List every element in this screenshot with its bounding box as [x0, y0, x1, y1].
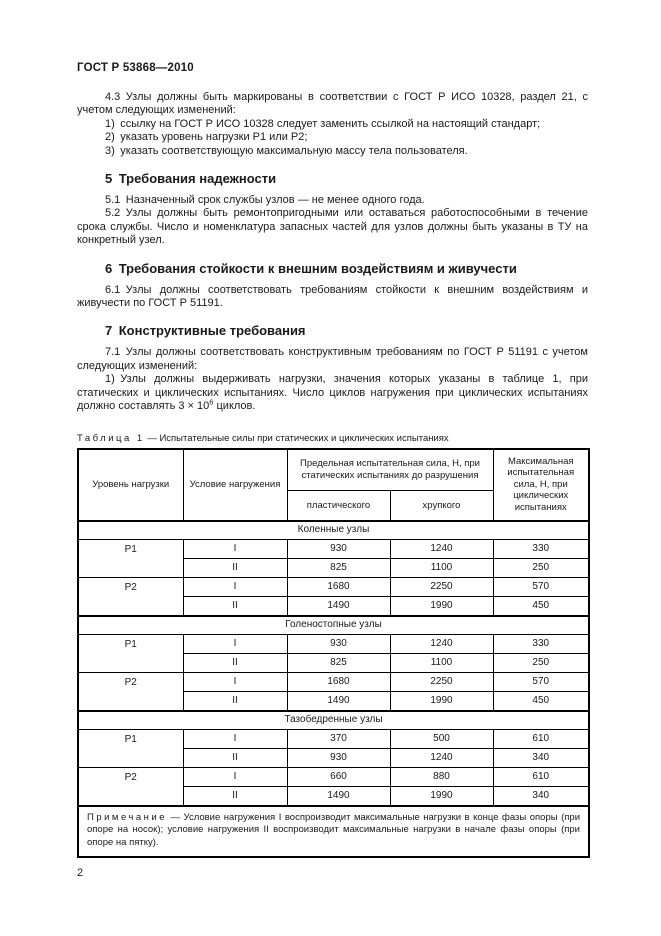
cell-load-level: Р1	[78, 540, 183, 578]
cell-cyclic: 610	[493, 730, 589, 749]
section-5-title: 5 Требования надежности	[105, 171, 277, 187]
cell-plastic: 660	[287, 768, 390, 787]
section-6-title: 6 Требования стойкости к внешним воздействиям и живучести	[105, 260, 517, 276]
cell-condition: II	[183, 749, 287, 768]
cell-brittle: 500	[390, 730, 493, 749]
list-item-4-3-3: 3) указать соответствующую максимальную массу тела пользователя.	[105, 144, 468, 157]
cell-brittle: 1990	[390, 597, 493, 616]
cell-plastic: 370	[287, 730, 390, 749]
cell-condition: I	[183, 768, 287, 787]
cell-plastic: 930	[287, 540, 390, 559]
cell-plastic: 1490	[287, 787, 390, 806]
para-5-1: 5.1 Назначенный срок службы узлов — не менее одного года.	[105, 194, 425, 207]
col-header-load-level: Уровень нагрузки	[78, 449, 183, 521]
col-header-load-condition: Условие нагружения	[183, 449, 287, 521]
table-data-row	[78, 730, 589, 749]
cell-brittle: 1100	[390, 559, 493, 578]
cell-condition: I	[183, 730, 287, 749]
table-note	[78, 806, 589, 858]
cell-plastic: 825	[287, 654, 390, 673]
para-7-1-item-1-tail: циклов.	[213, 400, 256, 413]
cell-brittle: 1240	[390, 635, 493, 654]
cell-condition: II	[183, 597, 287, 616]
table-section-row	[78, 711, 589, 730]
cell-cyclic: 330	[493, 540, 589, 559]
table-data-row	[78, 635, 589, 654]
col-header-plastic: пластического	[287, 491, 390, 521]
cell-cyclic: 340	[493, 749, 589, 768]
table-data-row	[78, 540, 589, 559]
section-7-title: 7 Конструктивные требования	[105, 323, 306, 339]
para-5-2: 5.2 Узлы должны быть ремонтопригодными или оставаться работоспособными в течение срока службы. Число и номенклатура запасных частей для узлов должны быть указаны в ТУ на конкретный узел.	[77, 207, 588, 247]
table-data-row	[78, 673, 589, 692]
cell-load-level: Р2	[78, 768, 183, 806]
list-item-4-3-1: 1) ссылку на ГОСТ Р ИСО 10328 следует заменить ссылкой на настоящий стандарт;	[105, 117, 541, 130]
cell-cyclic: 330	[493, 635, 589, 654]
cell-condition: II	[183, 692, 287, 711]
cell-load-level: Р1	[78, 730, 183, 768]
exponent: 6	[209, 397, 214, 407]
page-number: 2	[77, 867, 84, 879]
table-caption-text: — Испытательные силы при статических и циклических испытаниях	[147, 432, 449, 444]
cell-cyclic: 570	[493, 578, 589, 597]
table-section-title: Голеностопные узлы	[78, 616, 589, 635]
test-forces-table	[77, 448, 590, 859]
table-section-row	[78, 616, 589, 635]
cell-load-level: Р1	[78, 635, 183, 673]
cell-condition: I	[183, 673, 287, 692]
col-header-max-cyclic-force: Максимальная испытательная сила, Н, при циклических испытаниях	[493, 449, 589, 521]
cell-cyclic: 250	[493, 654, 589, 673]
para-4-3: 4.3 Узлы должны быть маркированы в соответствии с ГОСТ Р ИСО 10328, раздел 21, с учетом следующих изменений:	[77, 91, 588, 117]
cell-cyclic: 610	[493, 768, 589, 787]
cell-load-level: Р2	[78, 673, 183, 711]
cell-condition: I	[183, 578, 287, 597]
cell-brittle: 1990	[390, 692, 493, 711]
cell-brittle: 880	[390, 768, 493, 787]
document-header: ГОСТ Р 53868—2010	[77, 62, 194, 74]
table-footer	[78, 806, 589, 858]
cell-plastic: 825	[287, 559, 390, 578]
table-section-row	[78, 521, 589, 540]
cell-cyclic: 450	[493, 597, 589, 616]
para-7-1: 7.1 Узлы должны соответствовать конструктивным требованиям по ГОСТ Р 51191 с учетом следующих изменений:	[77, 346, 588, 372]
cell-cyclic: 450	[493, 692, 589, 711]
cell-plastic: 1490	[287, 692, 390, 711]
para-7-1-item-1-text: 1) Узлы должны выдерживать нагрузки, значения которых указаны в таблице 1, при статических и циклических испытаниях. Число циклов нагружения при циклических испытаниях должно составлять 3 × 10	[77, 373, 588, 413]
cell-condition: II	[183, 787, 287, 806]
cell-brittle: 2250	[390, 578, 493, 597]
table-caption-label: Таблица 1	[77, 432, 145, 444]
table-section-title: Коленные узлы	[78, 521, 589, 540]
table-note-text: — Условие нагружения I воспроизводит максимальные нагрузки в конце фазы опоры (при опоре на носок); условие нагружения II воспроизводит максимальные нагрузки в начале фазы опоры (при опоре на пятку).	[87, 811, 580, 848]
cell-brittle: 1240	[390, 749, 493, 768]
table-data-row	[78, 578, 589, 597]
list-item-4-3-2: 2) указать уровень нагрузки Р1 или Р2;	[105, 131, 308, 144]
table-header	[78, 449, 589, 521]
cell-condition: II	[183, 559, 287, 578]
cell-brittle: 1990	[390, 787, 493, 806]
test-forces-table-body	[78, 521, 589, 806]
col-header-limit-force-group: Предельная испытательная сила, Н, при статических испытаниях до разрушения	[287, 449, 493, 491]
para-6-1: 6.1 Узлы должны соответствовать требованиям стойкости к внешним воздействиям и живучести по ГОСТ Р 51191.	[77, 283, 588, 310]
table-section-title: Тазобедренные узлы	[78, 711, 589, 730]
table-note-label: Примечание	[87, 811, 167, 823]
cell-condition: I	[183, 635, 287, 654]
cell-brittle: 1240	[390, 540, 493, 559]
para-7-1-item-1	[77, 373, 588, 413]
cell-load-level: Р2	[78, 578, 183, 616]
cell-condition: II	[183, 654, 287, 673]
cell-plastic: 1490	[287, 597, 390, 616]
cell-plastic: 930	[287, 635, 390, 654]
cell-plastic: 1680	[287, 578, 390, 597]
cell-cyclic: 570	[493, 673, 589, 692]
col-header-brittle: хрупкого	[390, 491, 493, 521]
cell-condition: I	[183, 540, 287, 559]
table-caption	[77, 433, 588, 444]
cell-cyclic: 250	[493, 559, 589, 578]
table-data-row	[78, 768, 589, 787]
cell-plastic: 1680	[287, 673, 390, 692]
cell-brittle: 2250	[390, 673, 493, 692]
cell-brittle: 1100	[390, 654, 493, 673]
cell-plastic: 930	[287, 749, 390, 768]
cell-cyclic: 340	[493, 787, 589, 806]
